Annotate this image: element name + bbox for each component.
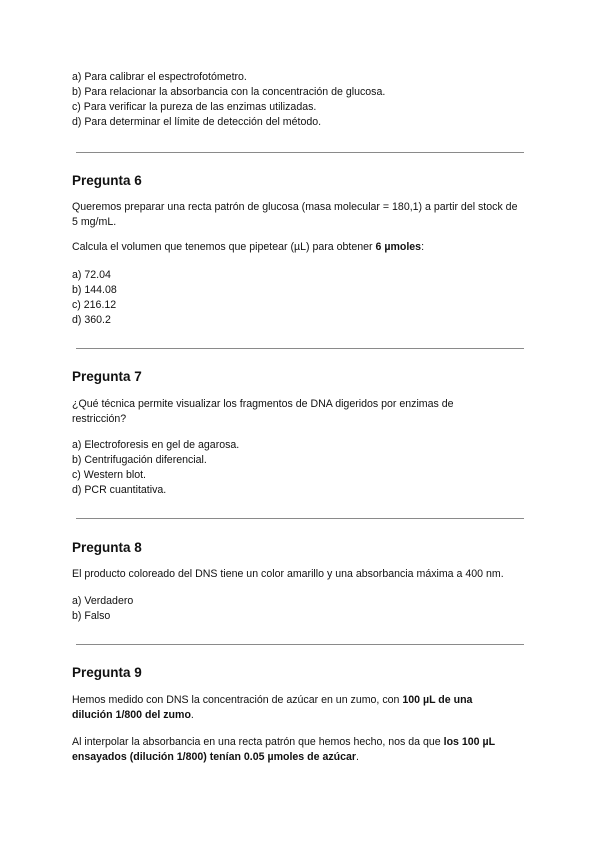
question-7-option-a: a) Electroforesis en gel de agarosa.	[72, 439, 240, 451]
question-6-prompt-end: :	[421, 241, 425, 253]
prev-option-b: b) Para relacionar la absorbancia con la concentración de glucosa.	[72, 86, 386, 98]
prev-option-a: a) Para calibrar el espectrofotómetro.	[72, 71, 247, 83]
question-6-prompt-text: Calcula el volumen que tenemos que pipetear (µL) para obtener	[72, 241, 376, 253]
question-7-option-d: d) PCR cuantitativa.	[72, 484, 167, 496]
question-8-statement: El producto coloreado del DNS tiene un color amarillo y una absorbancia máxima a 400 nm.	[72, 568, 504, 580]
divider	[76, 644, 524, 645]
question-7-title: Pregunta 7	[72, 369, 142, 384]
question-7-statement: ¿Qué técnica permite visualizar los fragmentos de DNA digeridos por enzimas de restricción?	[72, 398, 454, 425]
question-7-option-b: b) Centrifugación diferencial.	[72, 454, 207, 466]
question-9-paragraph-1	[72, 693, 512, 723]
question-7-option-c: c) Western blot.	[72, 469, 146, 481]
question-9-p1-bold: 100 µL de una dilución 1/800 del zumo	[72, 694, 473, 721]
question-6-options	[72, 268, 524, 328]
question-8-option-a: a) Verdadero	[72, 595, 134, 607]
question-6-prompt-bold: 6 µmoles	[375, 241, 422, 253]
divider	[76, 518, 524, 519]
question-9-paragraph-2	[72, 735, 522, 765]
question-6-title: Pregunta 6	[72, 173, 142, 188]
question-6-option-b: b) 144.08	[72, 284, 117, 296]
question-6-option-c: c) 216.12	[72, 299, 117, 311]
question-6-option-a: a) 72.04	[72, 269, 111, 281]
question-9-p2-text: Al interpolar la absorbancia en una recta patrón que hemos hecho, nos da que	[72, 736, 444, 748]
divider	[76, 348, 524, 349]
question-9-p2-end: .	[356, 751, 359, 763]
question-6-statement: Queremos preparar una recta patrón de glucosa (masa molecular = 180,1) a partir del stock de 5 mg/mL.	[72, 201, 518, 228]
question-9-title: Pregunta 9	[72, 665, 142, 680]
question-8-option-b: b) Falso	[72, 610, 111, 622]
question-6-option-d: d) 360.2	[72, 314, 111, 326]
question-9-p2-bold: los 100 µL ensayados (dilución 1/800) tenían 0.05 µmoles de azúcar	[72, 736, 495, 763]
question-9-p1-text: Hemos medido con DNS la concentración de azúcar en un zumo, con	[72, 694, 403, 706]
prev-option-c: c) Para verificar la pureza de las enzimas utilizadas.	[72, 101, 317, 113]
question-6-prompt	[72, 240, 524, 255]
prev-options	[72, 70, 524, 130]
prev-option-d: d) Para determinar el límite de detección del método.	[72, 116, 322, 128]
question-8-options	[72, 594, 524, 624]
question-9-p1-end: .	[190, 709, 194, 721]
question-7-options	[72, 438, 524, 498]
divider	[76, 152, 524, 153]
question-8-title: Pregunta 8	[72, 540, 142, 555]
